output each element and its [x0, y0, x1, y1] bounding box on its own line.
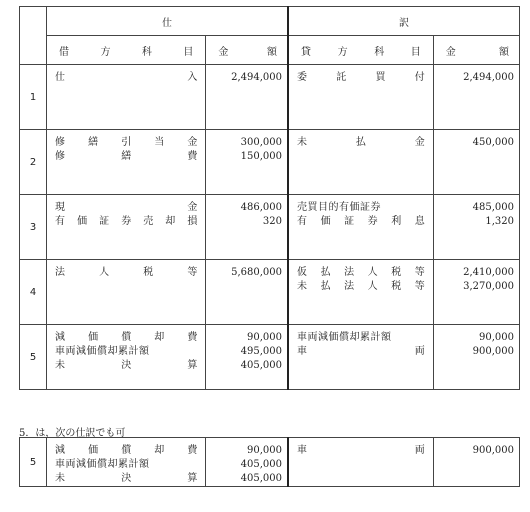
entry-number: 5 — [20, 438, 47, 487]
alternative-entry-table — [19, 437, 520, 487]
account-cell — [47, 325, 206, 390]
account-name: 減 価 償 却 費 — [55, 445, 198, 456]
amount-value: 300,000 — [240, 137, 283, 148]
account-name: 車両減価償却累計額 — [297, 332, 392, 343]
debit-amount-header: 金 額 — [206, 36, 288, 65]
amount-cell — [206, 325, 288, 390]
amount-value: 320 — [262, 216, 283, 227]
account-cell — [47, 260, 206, 325]
account-name: 車 両 — [297, 346, 425, 357]
amount-value: 1,320 — [485, 216, 514, 227]
amount-value: 405,000 — [240, 459, 283, 470]
amount-value: 90,000 — [247, 445, 283, 456]
table-row — [20, 260, 520, 325]
amount-cell — [433, 65, 519, 130]
amount-value: 495,000 — [240, 346, 283, 357]
account-cell — [47, 438, 206, 487]
amount-cell — [433, 325, 519, 390]
amount-cell — [433, 130, 519, 195]
account-name: 未 払 法 人 税 等 — [297, 281, 425, 292]
amount-cell — [206, 260, 288, 325]
amount-value: 150,000 — [240, 151, 283, 162]
amount-value: 2,494,000 — [463, 72, 514, 83]
account-cell — [47, 195, 206, 260]
alt-entry-rows — [20, 438, 520, 487]
account-name: 未 決 算 — [55, 473, 198, 484]
alt-note: 5．は，次の仕訳でも可 — [19, 428, 126, 439]
account-cell — [288, 260, 433, 325]
account-name: 修 繕 引 当 金 — [55, 137, 198, 148]
entry-number: 3 — [20, 195, 47, 260]
account-name: 売買目的有価証券 — [297, 202, 382, 213]
account-cell — [288, 325, 433, 390]
account-name: 車両減価償却累計額 — [55, 459, 150, 470]
amount-cell — [433, 438, 519, 487]
amount-cell — [206, 65, 288, 130]
amount-value: 900,000 — [472, 445, 514, 456]
amount-value: 2,494,000 — [231, 72, 283, 83]
amount-value: 486,000 — [240, 202, 283, 213]
credit-account-header: 貸 方 科 目 — [288, 36, 433, 65]
table-row — [20, 325, 520, 390]
account-name: 減 価 償 却 費 — [55, 332, 198, 343]
table-row — [20, 438, 520, 487]
table-row — [20, 130, 520, 195]
amount-value: 485,000 — [472, 202, 514, 213]
header-number-cell — [20, 7, 47, 65]
amount-cell — [206, 195, 288, 260]
account-name: 委 託 買 付 — [297, 72, 425, 83]
entry-number: 5 — [20, 325, 47, 390]
account-cell — [288, 438, 433, 487]
amount-value: 5,680,000 — [231, 267, 283, 278]
amount-value: 3,270,000 — [463, 281, 514, 292]
credit-amount-header: 金 額 — [433, 36, 519, 65]
account-name: 未 払 金 — [297, 137, 425, 148]
journal-entry-table — [19, 6, 520, 390]
table-row — [20, 195, 520, 260]
credit-title: 訳 — [399, 17, 409, 29]
amount-value: 90,000 — [247, 332, 283, 343]
account-name: 法 人 税 等 — [55, 267, 198, 278]
account-cell — [47, 130, 206, 195]
amount-value: 450,000 — [472, 137, 514, 148]
entry-rows — [20, 65, 520, 390]
account-cell — [288, 65, 433, 130]
amount-value: 2,410,000 — [463, 267, 514, 278]
account-name: 有 価 証 券 利 息 — [297, 216, 425, 227]
amount-cell — [206, 438, 288, 487]
table-row — [20, 65, 520, 130]
account-cell — [47, 65, 206, 130]
amount-cell — [206, 130, 288, 195]
credit-title-cell — [288, 7, 519, 36]
account-name: 仮 払 法 人 税 等 — [297, 267, 425, 278]
debit-title-cell — [47, 7, 288, 36]
account-name: 修 繕 費 — [55, 151, 198, 162]
amount-value: 405,000 — [240, 473, 283, 484]
account-name: 仕 入 — [55, 72, 198, 83]
amount-value: 90,000 — [479, 332, 514, 343]
amount-value: 405,000 — [240, 360, 283, 371]
entry-number: 4 — [20, 260, 47, 325]
entry-number: 2 — [20, 130, 47, 195]
account-name: 車両減価償却累計額 — [55, 346, 150, 357]
amount-value: 900,000 — [472, 346, 514, 357]
account-cell — [288, 195, 433, 260]
account-name: 有 価 証 券 売 却 損 — [55, 216, 198, 227]
entry-number: 1 — [20, 65, 47, 130]
account-name: 現 金 — [55, 202, 198, 213]
debit-title: 仕 — [162, 17, 173, 29]
account-cell — [288, 130, 433, 195]
amount-cell — [433, 195, 519, 260]
account-name: 未 決 算 — [55, 360, 198, 371]
debit-account-header: 借 方 科 目 — [47, 36, 206, 65]
amount-cell — [433, 260, 519, 325]
account-name: 車 両 — [297, 445, 425, 456]
